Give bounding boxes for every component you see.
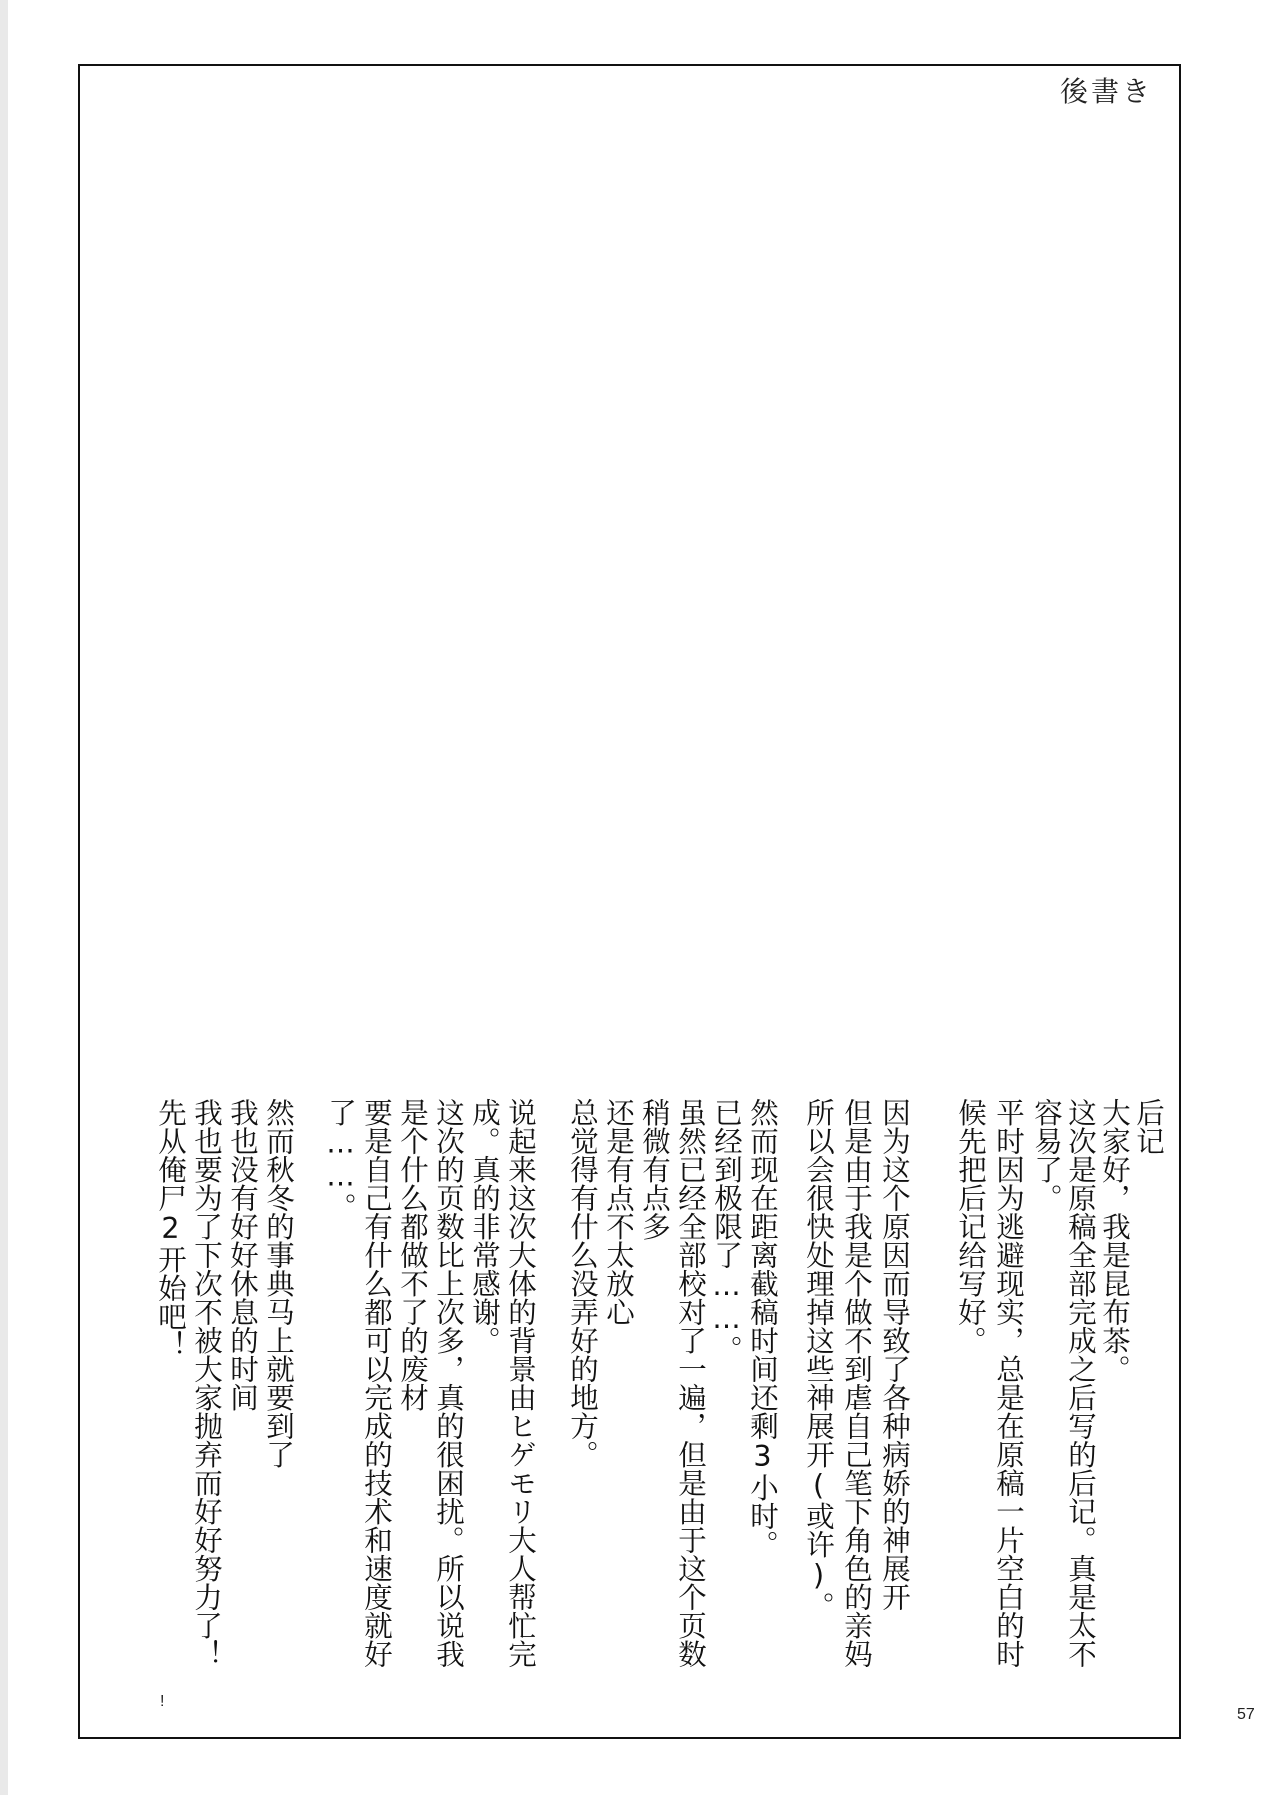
afterword-column: 了……。 xyxy=(324,1098,357,1221)
afterword-column: 虽然已经全部校对了一遍，但是由于这个页数 xyxy=(674,1098,707,1668)
afterword-column: 还是有点不太放心 xyxy=(602,1098,635,1326)
header-title: 後書き xyxy=(1060,75,1154,108)
afterword-column: 我也要为了下次不被大家抛弃而好好努力了！ xyxy=(190,1098,223,1668)
afterword-column: 容易了。 xyxy=(1030,1098,1063,1212)
afterword-column: 成。真的非常感谢。 xyxy=(468,1098,501,1355)
afterword-column: 要是自己有什么都可以完成的技术和速度就好 xyxy=(360,1098,393,1668)
afterword-column: 说起来这次大体的背景由ヒゲモリ大人帮忙完 xyxy=(504,1098,537,1668)
afterword-column: 然而秋冬的事典马上就要到了 xyxy=(262,1098,295,1469)
afterword-column: 因为这个原因而导致了各种病娇的神展开 xyxy=(878,1098,911,1611)
afterword-column: 大家好，我是昆布茶。 xyxy=(1098,1098,1131,1383)
afterword-column: 我也没有好好休息的时间 xyxy=(226,1098,259,1412)
afterword-column: 所以会很快处理掉这些神展开(或许)。 xyxy=(802,1098,835,1620)
stray-exclamation-mark: ! xyxy=(160,1693,165,1710)
page-number: 57 xyxy=(1237,1706,1255,1723)
afterword-column: 总觉得有什么没弄好的地方。 xyxy=(566,1098,599,1469)
afterword-column: 但是由于我是个做不到虐自己笔下角色的亲妈 xyxy=(840,1098,873,1668)
afterword-column: 后记 xyxy=(1132,1098,1165,1155)
afterword-column: 平时因为逃避现实，总是在原稿一片空白的时 xyxy=(992,1098,1025,1668)
afterword-column: 然而现在距离截稿时间还剩3小时。 xyxy=(746,1098,779,1559)
afterword-column: 先从俺尸2开始吧！ xyxy=(154,1098,187,1359)
afterword-column: 候先把后记给写好。 xyxy=(954,1098,987,1355)
afterword-column: 这次的页数比上次多，真的很困扰。所以说我 xyxy=(432,1098,465,1668)
afterword-column: 这次是原稿全部完成之后写的后记。真是太不 xyxy=(1064,1098,1097,1668)
afterword-column: 已经到极限了……。 xyxy=(710,1098,743,1364)
page-edge-strip xyxy=(0,0,8,1795)
afterword-column: 稍微有点多 xyxy=(638,1098,671,1241)
afterword-column: 是个什么都做不了的废材 xyxy=(396,1098,429,1412)
